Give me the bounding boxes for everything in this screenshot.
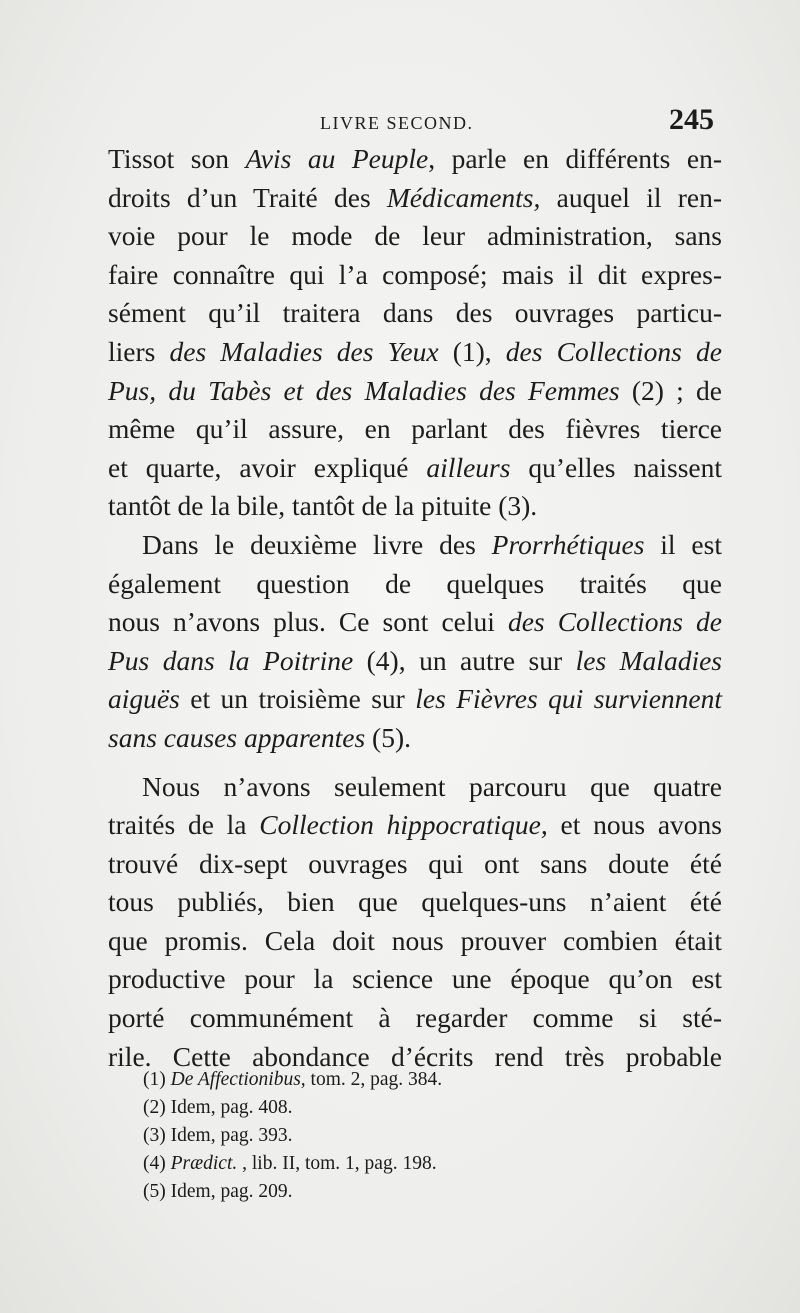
- text-line: que promis. Cela doit nous prouver combien était: [108, 924, 722, 956]
- text-line: Dans le deuxième livre des Prorrhétiques il est: [142, 528, 722, 560]
- footnotes: [143, 1066, 703, 1206]
- footnote: (1) De Affectionibus, tom. 2, pag. 384.: [143, 1069, 443, 1090]
- text-line: même qu’il assure, en parlant des fièvres tierce: [108, 413, 722, 445]
- text-line: Tissot son Avis au Peuple, parle en différents en-: [108, 143, 722, 174]
- footnote: (3) Idem, pag. 393.: [143, 1125, 293, 1146]
- text-line: sans causes apparentes (5).: [108, 721, 411, 753]
- text-line: aiguës et un troisième sur les Fièvres qui surviennent: [108, 683, 722, 715]
- text-line: droits d’un Traité des Médicaments, auquel il ren-: [108, 181, 722, 213]
- running-head: LIVRE SECOND.: [320, 113, 474, 133]
- text-line: productive pour la science une époque qu’on est: [108, 963, 722, 995]
- text-line: Pus, du Tabès et des Maladies des Femmes (2) ; de: [108, 374, 722, 406]
- footnote: (5) Idem, pag. 209.: [143, 1181, 293, 1202]
- text-line: liers des Maladies des Yeux (1), des Collections de: [108, 335, 722, 367]
- footnote: (4) Prædict. , lib. II, tom. 1, pag. 198.: [143, 1153, 437, 1174]
- text-line: nous n’avons plus. Ce sont celui des Collections de: [108, 606, 722, 638]
- text-line: Pus dans la Poitrine (4), un autre sur les Maladies: [108, 644, 722, 676]
- text-line: porté communément à regarder comme si sté-: [108, 1002, 722, 1034]
- text-line: voie pour le mode de leur administration, sans: [108, 220, 722, 252]
- text-line: tous publiés, bien que quelques-uns n’aient été: [108, 886, 722, 918]
- page-number: 245: [669, 103, 714, 136]
- text-line: tantôt de la bile, tantôt de la pituite (3).: [108, 490, 538, 522]
- text-line: également question de quelques traités que: [108, 567, 722, 599]
- text-line: faire connaître qui l’a composé; mais il dit expres-: [108, 258, 722, 290]
- body-text: [108, 140, 722, 1076]
- text-line: sément qu’il traitera dans des ouvrages particu-: [108, 297, 722, 329]
- footnote: (2) Idem, pag. 408.: [143, 1097, 293, 1118]
- page-header: [108, 103, 714, 139]
- text-line: trouvé dix-sept ouvrages qui ont sans doute été: [108, 847, 722, 879]
- text-line: et quarte, avoir expliqué ailleurs qu’elles naissent: [108, 451, 722, 483]
- text-line: Nous n’avons seulement parcouru que quatre: [142, 770, 722, 802]
- text-line: traités de la Collection hippocratique, et nous avons: [108, 809, 722, 841]
- text-line: rile. Cette abondance d’écrits rend très probable: [108, 1040, 722, 1072]
